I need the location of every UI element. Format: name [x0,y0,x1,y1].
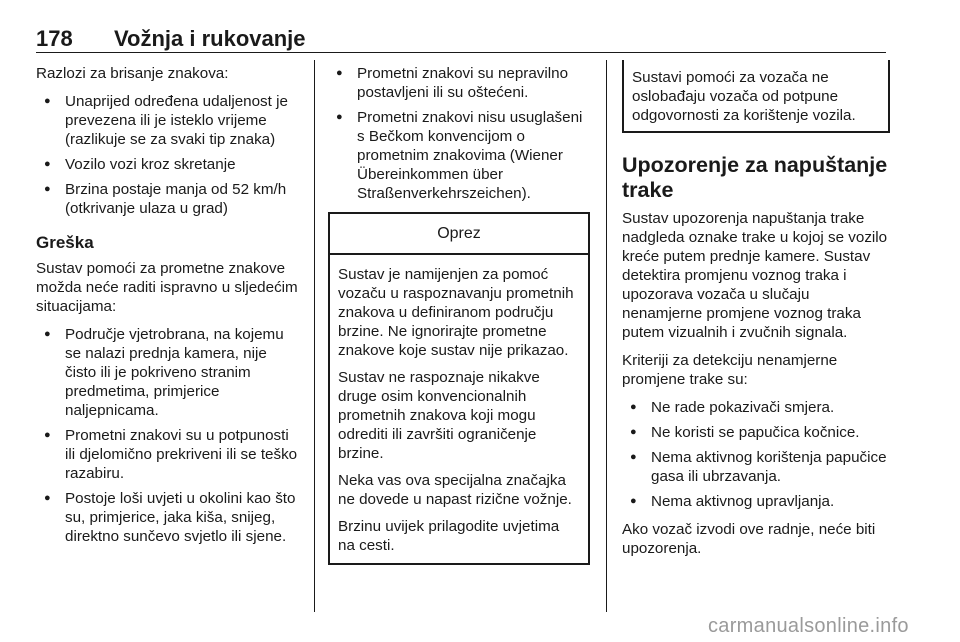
caution-paragraph: Sustav ne raspoznaje nikakve druge osim konvencionalnih prometnih znakova koji mogu odrediti ili završiti ograničenje brzine. [338,369,540,462]
list-item: ● Ne rade pokazivači smjera. [622,398,890,417]
column-divider-1 [314,60,315,612]
list-item: ● Prometni znakovi su nepravilno postavljeni ili su oštećeni. [328,64,590,102]
column-3 [622,64,890,567]
header-rule [36,52,886,53]
section-heading: Upozorenje za napuštanje trake [622,153,888,202]
caution-paragraph: Neka vas ova specijalna značajka ne dovede u napast rizične vožnje. [338,472,572,508]
list-item: ● Prometni znakovi su u potpunosti ili djelomično prekriveni ili se teško razabiru. [36,426,302,483]
closing-paragraph: Ako vozač izvodi ove radnje, neće biti upozorenja. [622,521,876,557]
list-item: ● Nema aktivnog upravljanja. [622,492,890,511]
criteria-list [622,398,890,511]
list-item: ● Postoje loši uvjeti u okolini kao što su, primjerice, jaka kiša, snijeg, direktno sunčevo svjetlo ili sjene. [36,489,302,546]
watermark: carmanualsonline.info [708,615,909,637]
fault-list [36,325,302,546]
section-paragraph: Sustav upozorenja napuštanja trake nadgleda oznake trake u kojoj se vozilo kreće putem prednje kamere. Sustav detektira promjenu voznog traka i upozorava vozača u slučaju nenamjerne promjene voznog traka putem vizualnih i zvučnih signala. [622,210,888,341]
list-item: ● Brzina postaje manja od 52 km/h (otkrivanje ulaza u grad) [36,180,302,218]
reasons-intro: Razlozi za brisanje znakova: [36,65,229,82]
list-item: ● Nema aktivnog korištenja papučice gasa ili ubrzavanja. [622,448,890,486]
list-item: ● Prometni znakovi nisu usuglašeni s Bečkom konvencijom o prometnim znakovima (Wiener Übereinkommen über Straßenverkehrszeichen). [328,108,590,203]
fault-heading: Greška [36,233,94,252]
list-item: ● Područje vjetrobrana, na kojemu se nalazi prednja kamera, nije čisto ili je pokriveno stranim predmetima, primjerice naljepnicama. [36,325,302,420]
page-header [36,26,886,54]
caution-paragraph: Brzinu uvijek prilagodite uvjetima na cesti. [338,518,560,554]
list-item: ● Unaprijed određena udaljenost je prevezena ili je isteklo vrijeme (razlikuje se za svaki tip znaka) [36,92,302,149]
chapter-title: Vožnja i rukovanje [114,26,306,51]
caution-title: Oprez [330,212,588,255]
fault-intro: Sustav pomoći za prometne znakove možda neće raditi ispravno u sljedećim situacijama: [36,260,298,315]
list-item: ● Ne koristi se papučica kočnice. [622,423,890,442]
column-1 [36,64,302,555]
reasons-list [36,92,302,218]
note-box: Sustavi pomoći za vozača ne oslobađaju vozača od potpune odgovornosti za korištenje vozila. [622,60,890,133]
list-item: ● Vozilo vozi kroz skretanje [36,155,302,174]
column-divider-2 [606,60,607,612]
page-number: 178 [36,26,73,51]
fault-list-continued [328,64,590,203]
caution-body [330,255,588,555]
caution-box [328,212,590,565]
criteria-intro: Kriteriji za detekciju nenamjerne promjene trake su: [622,352,838,388]
caution-paragraph: Sustav je namijenjen za pomoć vozaču u raspoznavanju prometnih znakova u definiranom području brzine. Ne ignorirajte prometne znakove koje sustav nije prikazao. [338,266,574,359]
column-2 [328,64,590,565]
